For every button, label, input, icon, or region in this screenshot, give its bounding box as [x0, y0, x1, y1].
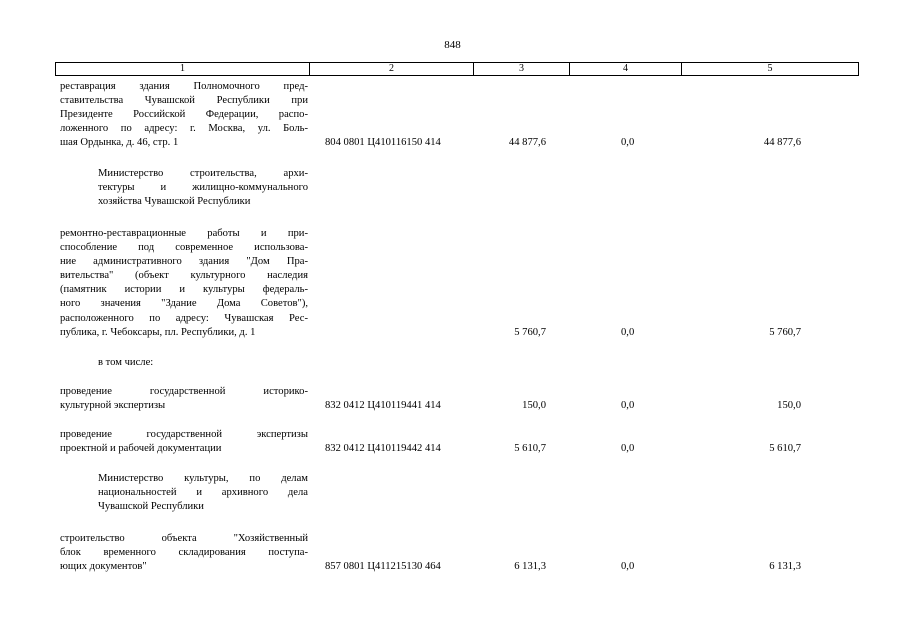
description-line: Министерство культуры, по делам	[98, 473, 308, 484]
budget-code: 857 0801 Ц411215130 464	[325, 561, 441, 572]
row-description	[60, 80, 308, 150]
description-line: национальностей и архивного дела	[98, 487, 308, 499]
budget-code: 832 0412 Ц410119442 414	[325, 443, 441, 454]
description-line: ложенного по адресу: г. Москва, ул. Боль-	[60, 123, 308, 135]
header-col-2: 2	[309, 63, 473, 75]
col3-value: 150,0	[522, 400, 546, 411]
col5-value: 5 760,7	[769, 327, 801, 338]
description-line: проведение государственной экспертизы	[60, 429, 308, 440]
description-line: (памятник истории и культуры федераль-	[60, 284, 308, 296]
table-header	[55, 62, 859, 76]
col5-value: 6 131,3	[769, 561, 801, 572]
header-col-4: 4	[569, 63, 681, 75]
header-col-1: 1	[180, 63, 185, 74]
description-line: вительства" (объект культурного наследия	[60, 270, 308, 282]
description-line: шая Ордынка, д. 46, стр. 1	[60, 137, 179, 149]
description-line: блок временного складирования поступа-	[60, 547, 308, 559]
description-line: ние административного здания "Дом Пра-	[60, 256, 308, 268]
description-line: публика, г. Чебоксары, пл. Республики, д. 1	[60, 326, 256, 338]
col3-value: 5 610,7	[514, 443, 546, 454]
col4-value: 0,0	[621, 561, 635, 572]
header-col-5: 5	[681, 63, 858, 75]
description-line: ющих документов"	[60, 561, 147, 573]
col3-value: 44 877,6	[508, 137, 546, 148]
header-col-3: 3	[473, 63, 569, 75]
including-label	[98, 356, 308, 370]
description-line: ремонтно-реставрационные работы и при-	[60, 228, 308, 239]
description-line: Министерство строительства, архи-	[98, 168, 308, 179]
ministry-heading	[98, 167, 308, 209]
budget-code: 804 0801 Ц410116150 414	[325, 137, 441, 148]
description-line: строительство объекта "Хозяйственный	[60, 533, 308, 544]
col3-value: 5 760,7	[514, 327, 546, 338]
description-line: проведение государственной историко-	[60, 386, 308, 397]
ministry-heading	[98, 472, 308, 514]
row-description	[60, 227, 308, 340]
col5-value: 150,0	[777, 400, 801, 411]
col5-value: 5 610,7	[769, 443, 801, 454]
row-description	[60, 385, 308, 413]
description-line: хозяйства Чувашской Республики	[98, 196, 251, 208]
description-line: проектной и рабочей документации	[60, 443, 222, 455]
description-line: Президенте Российской Федерации, распо-	[60, 109, 308, 121]
description-line: тектуры и жилищно-коммунального	[98, 182, 308, 194]
col4-value: 0,0	[621, 443, 635, 454]
description-line: реставрация здания Полномочного пред-	[60, 81, 308, 92]
col3-value: 6 131,3	[514, 561, 546, 572]
col4-value: 0,0	[621, 137, 635, 148]
description-line: Чувашской Республики	[98, 501, 204, 513]
col4-value: 0,0	[621, 327, 635, 338]
col5-value: 44 877,6	[763, 137, 801, 148]
description-line: ного значения "Здание Дома Советов"),	[60, 298, 308, 310]
description-line: культурной экспертизы	[60, 400, 166, 412]
col4-value: 0,0	[621, 400, 635, 411]
description-line: способление под современное использова-	[60, 242, 308, 254]
row-description	[60, 428, 308, 456]
row-description	[60, 532, 308, 574]
page-number: 848	[444, 39, 461, 51]
description-line: в том числе:	[98, 357, 154, 368]
budget-code: 832 0412 Ц410119441 414	[325, 400, 441, 411]
description-line: ставительства Чувашской Республики при	[60, 95, 308, 107]
description-line: расположенного по адресу: Чувашская Рес-	[60, 312, 308, 324]
